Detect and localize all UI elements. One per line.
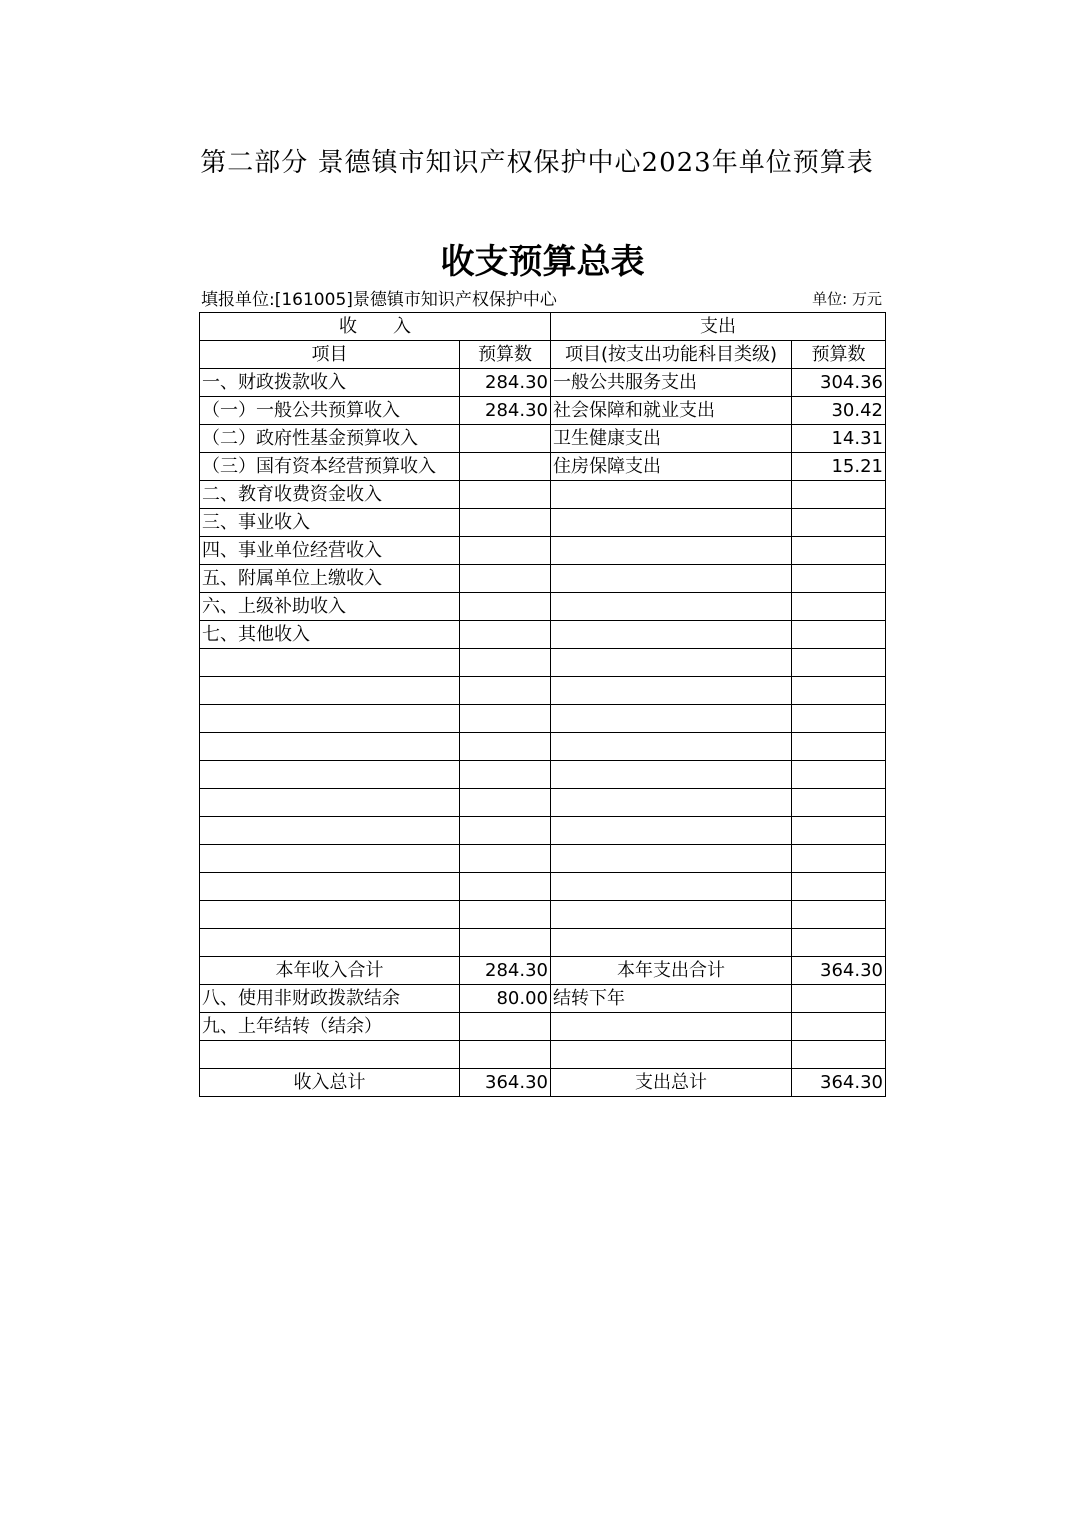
table-row — [200, 509, 886, 537]
table-row — [200, 761, 886, 789]
table-row — [200, 733, 886, 761]
reporting-unit: 填报单位:[161005]景德镇市知识产权保护中心 — [201, 290, 557, 310]
expense-amount-cell: 304.36 — [792, 369, 886, 397]
col-amount-header: 预算数 — [460, 341, 551, 369]
income-item-cell — [200, 845, 460, 873]
table-row — [200, 453, 886, 481]
income-amount-cell — [460, 565, 551, 593]
income-amount-cell — [460, 901, 551, 929]
income-item-cell: 五、附属单位上缴收入 — [200, 565, 460, 593]
income-amount-cell — [460, 705, 551, 733]
column-header-row — [200, 341, 886, 369]
expense-header: 支出 — [551, 313, 886, 341]
expense-item-cell: 结转下年 — [551, 985, 792, 1013]
income-item-cell: （二）政府性基金预算收入 — [200, 425, 460, 453]
table-row — [200, 481, 886, 509]
expense-item-cell — [551, 677, 792, 705]
income-amount-cell — [460, 453, 551, 481]
expense-amount-cell — [792, 1013, 886, 1041]
income-total-amount: 364.30 — [460, 1069, 551, 1097]
expense-amount-cell — [792, 537, 886, 565]
expense-item-cell — [551, 1013, 792, 1041]
expense-amount-cell — [792, 1041, 886, 1069]
expense-item-cell — [551, 509, 792, 537]
expense-item-cell — [551, 1041, 792, 1069]
income-amount-cell — [460, 817, 551, 845]
table-row — [200, 789, 886, 817]
income-item-cell: 一、财政拨款收入 — [200, 369, 460, 397]
expense-item-cell: 卫生健康支出 — [551, 425, 792, 453]
table-row — [200, 565, 886, 593]
expense-amount-cell — [792, 733, 886, 761]
table-row — [200, 537, 886, 565]
income-amount-cell — [460, 873, 551, 901]
income-item-cell — [200, 705, 460, 733]
expense-amount-cell: 15.21 — [792, 453, 886, 481]
expense-item-cell — [551, 789, 792, 817]
income-amount-cell: 80.00 — [460, 985, 551, 1013]
table-row — [200, 817, 886, 845]
table-row — [200, 845, 886, 873]
table-row — [200, 649, 886, 677]
income-total-label: 收入总计 — [200, 1069, 460, 1097]
income-item-cell — [200, 901, 460, 929]
income-item-cell — [200, 817, 460, 845]
income-item-cell — [200, 677, 460, 705]
income-item-cell: 二、教育收费资金收入 — [200, 481, 460, 509]
expense-amount-cell — [792, 677, 886, 705]
expense-amount-cell — [792, 845, 886, 873]
expense-amount-cell: 14.31 — [792, 425, 886, 453]
income-amount-cell: 284.30 — [460, 369, 551, 397]
income-item-cell — [200, 761, 460, 789]
income-item-cell — [200, 1041, 460, 1069]
expense-item-cell — [551, 705, 792, 733]
expense-item-cell — [551, 817, 792, 845]
table-row — [200, 901, 886, 929]
expense-item-cell — [551, 901, 792, 929]
income-header: 收 入 — [200, 313, 551, 341]
income-item-cell — [200, 873, 460, 901]
income-amount-cell — [460, 733, 551, 761]
expense-amount-cell — [792, 565, 886, 593]
expense-subtotal-amount: 364.30 — [792, 957, 886, 985]
col-expense-amount-header: 预算数 — [792, 341, 886, 369]
income-amount-cell — [460, 789, 551, 817]
expense-item-cell — [551, 649, 792, 677]
currency-unit: 单位: 万元 — [812, 290, 882, 308]
income-amount-cell — [460, 1013, 551, 1041]
expense-amount-cell — [792, 705, 886, 733]
expense-amount-cell — [792, 481, 886, 509]
total-row — [200, 1069, 886, 1097]
expense-item-cell — [551, 621, 792, 649]
col-expense-item-header: 项目(按支出功能科目类级) — [551, 341, 792, 369]
income-amount-cell — [460, 1041, 551, 1069]
income-subtotal-amount: 284.30 — [460, 957, 551, 985]
expense-amount-cell — [792, 761, 886, 789]
subtotal-row — [200, 957, 886, 985]
expense-item-cell — [551, 565, 792, 593]
expense-item-cell — [551, 845, 792, 873]
income-item-cell: 六、上级补助收入 — [200, 593, 460, 621]
section-header-row — [200, 313, 886, 341]
expense-amount-cell: 30.42 — [792, 397, 886, 425]
income-item-cell: 八、使用非财政拨款结余 — [200, 985, 460, 1013]
expense-amount-cell — [792, 985, 886, 1013]
income-amount-cell — [460, 425, 551, 453]
income-item-cell: 四、事业单位经营收入 — [200, 537, 460, 565]
income-item-cell — [200, 649, 460, 677]
expense-amount-cell — [792, 593, 886, 621]
income-item-cell: 三、事业收入 — [200, 509, 460, 537]
expense-amount-cell — [792, 509, 886, 537]
expense-item-cell: 一般公共服务支出 — [551, 369, 792, 397]
expense-amount-cell — [792, 789, 886, 817]
expense-item-cell — [551, 593, 792, 621]
expense-item-cell: 社会保障和就业支出 — [551, 397, 792, 425]
income-item-cell: （一）一般公共预算收入 — [200, 397, 460, 425]
income-item-cell — [200, 789, 460, 817]
table-row — [200, 621, 886, 649]
income-amount-cell — [460, 537, 551, 565]
income-item-cell: （三）国有资本经营预算收入 — [200, 453, 460, 481]
income-amount-cell — [460, 845, 551, 873]
table-row — [200, 397, 886, 425]
income-item-cell: 九、上年结转（结余） — [200, 1013, 460, 1041]
table-row — [200, 425, 886, 453]
expense-amount-cell — [792, 873, 886, 901]
income-amount-cell — [460, 593, 551, 621]
expense-item-cell — [551, 481, 792, 509]
income-subtotal-label: 本年收入合计 — [200, 957, 460, 985]
table-row — [200, 1013, 886, 1041]
income-amount-cell — [460, 649, 551, 677]
income-amount-cell — [460, 929, 551, 957]
expense-item-cell — [551, 733, 792, 761]
expense-item-cell — [551, 761, 792, 789]
expense-total-amount: 364.30 — [792, 1069, 886, 1097]
expense-subtotal-label: 本年支出合计 — [551, 957, 792, 985]
expense-item-cell: 住房保障支出 — [551, 453, 792, 481]
expense-total-label: 支出总计 — [551, 1069, 792, 1097]
table-row — [200, 677, 886, 705]
income-amount-cell — [460, 761, 551, 789]
income-item-cell — [200, 733, 460, 761]
income-amount-cell — [460, 481, 551, 509]
table-row — [200, 705, 886, 733]
table-row — [200, 593, 886, 621]
expense-amount-cell — [792, 929, 886, 957]
table-row — [200, 873, 886, 901]
page-heading: 第二部分 景德镇市知识产权保护中心2023年单位预算表 — [200, 148, 874, 178]
income-amount-cell: 284.30 — [460, 397, 551, 425]
budget-summary-table — [199, 312, 886, 1097]
expense-amount-cell — [792, 621, 886, 649]
table-title: 收支预算总表 — [440, 242, 645, 282]
income-item-cell — [200, 929, 460, 957]
table-row — [200, 369, 886, 397]
table-row — [200, 985, 886, 1013]
expense-amount-cell — [792, 817, 886, 845]
income-amount-cell — [460, 509, 551, 537]
table-row — [200, 1041, 886, 1069]
table-row — [200, 929, 886, 957]
expense-amount-cell — [792, 649, 886, 677]
income-item-cell: 七、其他收入 — [200, 621, 460, 649]
expense-item-cell — [551, 873, 792, 901]
expense-item-cell — [551, 929, 792, 957]
expense-amount-cell — [792, 901, 886, 929]
income-amount-cell — [460, 621, 551, 649]
income-amount-cell — [460, 677, 551, 705]
col-item-header: 项目 — [200, 341, 460, 369]
expense-item-cell — [551, 537, 792, 565]
